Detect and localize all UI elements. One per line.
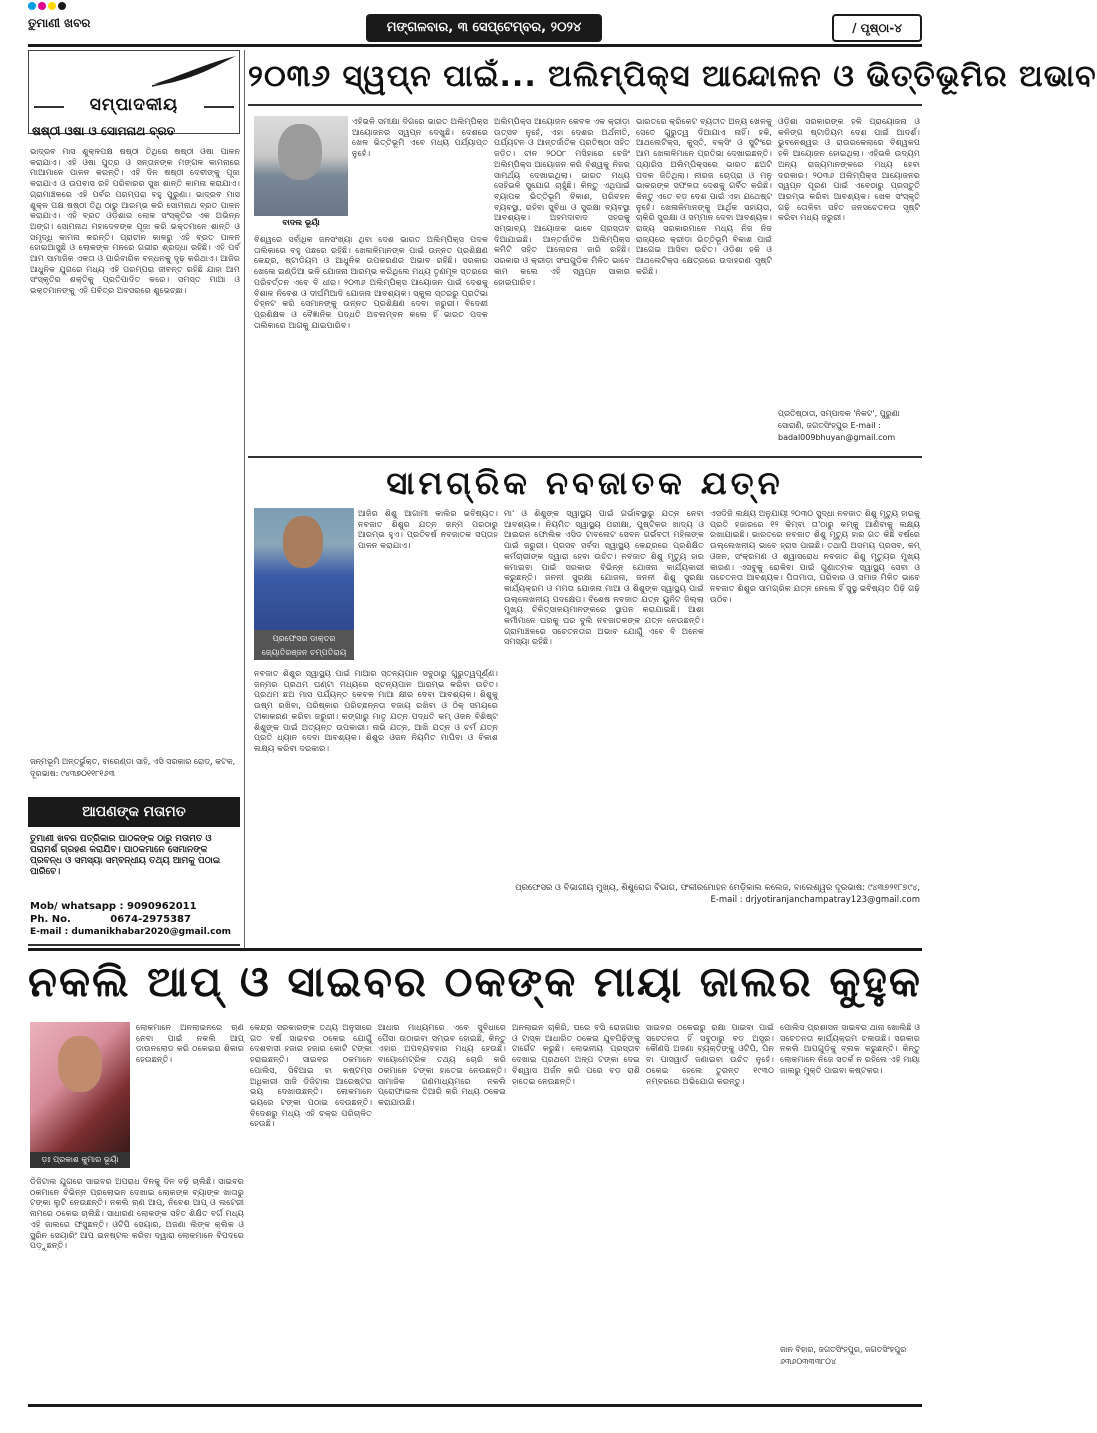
article3-headline: ନକଲି ଆପ୍ ଓ ସାଇବର ଠକଙ୍କ ମାୟା ଜାଲର କୁହୁକ: [28, 957, 922, 1006]
article1-headline: ୨୦୩୬ ସ୍ୱପ୍ନ ପାଇଁ... ଅଲିମ୍ପିକ୍ସ ଆନ୍ଦୋଳନ ଓ ଭିତ୍ତିଭୂମିର ଅଭାବ: [248, 59, 1097, 94]
article3-signature: ଜାନ ବିହାର, ଜଗତସିଂହପୁର, ଜଗତସିଂହପୁର ୬୩୬୦୩୩୩୮୦୪: [780, 1345, 907, 1366]
article2-caption-line2: ଜ୍ୟୋତିରଞ୍ଜନ ଚମ୍ପତିରାୟ: [261, 648, 347, 657]
quill-pen-icon: [150, 54, 238, 88]
article2-column-1b: ନବଜାତ ଶିଶୁର ସ୍ୱାସ୍ଥ୍ୟ ପାଇଁ ମାଆର ସ୍ତନ୍ୟପାନ ସବୁଠାରୁ ଗୁରୁତ୍ୱପୂର୍ଣ୍ଣ। ଜନ୍ମର ପ୍ରଥମ ଘଣ୍ଟା ମଧ୍ୟରେ ସ୍ତନ୍ୟପାନ ଆରମ୍ଭ କରିବା ଉଚିତ। ପ୍ରଥମ ଛଅ ମାସ ପର୍ଯ୍ୟନ୍ତ କେବଳ ମାଆ କ୍ଷୀର ଦେବା ଆବଶ୍ୟକ। ଶିଶୁକୁ ଉଷ୍ମ ରଖିବା, ପରିଷ୍କାର ପରିଚ୍ଛନ୍ନତା ବଜାୟ ରଖିବା ଓ ଠିକ୍ ସମୟରେ ଟୀକାକରଣ କରିବା ଜରୁରୀ। କଙ୍ଗାରୁ ମାତୃ ଯତ୍ନ ପଦ୍ଧତି କମ୍ ଓଜନ ବିଶିଷ୍ଟ ଶିଶୁଙ୍କ ପାଇଁ ଅତ୍ୟନ୍ତ ଉପକାରୀ। ନାଭି ଯତ୍ନ, ଆଖି ଯତ୍ନ ଓ ଚର୍ମ ଯତ୍ନ ପ୍ରତି ଧ୍ୟାନ ଦେବା ଆବଶ୍ୟକ। ଶିଶୁର ଓଜନ ନିୟମିତ ମାପିବା ଓ ବିକାଶ ଲକ୍ଷ୍ୟ କରିବା ଦରକାର।: [254, 668, 498, 753]
article2-top-rule: [248, 456, 922, 458]
article3-column-5: ସାଇବର ଠକେଇରୁ ରକ୍ଷା ପାଇବା ପାଇଁ ସଚେତନତା ହିଁ ସବୁଠାରୁ ବଡ଼ ଅସ୍ତ୍ର। କୌଣସି ଅଜଣା ବ୍ୟକ୍ତିଙ୍କୁ ଓଟିପି, ପିନ ବା ପାସୱାର୍ଡ ଜଣାଇବା ଉଚିତ ନୁହେଁ। ଠକେଇ ହେଲେ ତୁରନ୍ତ ୧୯୩୦ ନମ୍ବରରେ ଅଭିଯୋଗ କରନ୍ତୁ।: [646, 1022, 774, 1086]
page-number: / ପୃଷ୍ଠା-୪: [832, 14, 922, 42]
paper-name: ତୁମାଣୀ ଖବର: [28, 16, 91, 30]
article1-author-face: [278, 124, 322, 180]
article2-author-caption: [254, 630, 354, 660]
cmyk-dot-yellow: [48, 2, 56, 10]
article1-column-2: ଅଲିମ୍ପିକ୍ସ ଆୟୋଜନ କେବଳ ଏକ କ୍ରୀଡ଼ା ଉତ୍ସବ ନୁହେଁ, ଏହା ଦେଶର ଅର୍ଥନୀତି, ପର୍ଯ୍ୟଟନ ଓ ଆନ୍ତର୍ଜାତିକ ପ୍ରତିଷ୍ଠା ସହିତ ଜଡ଼ିତ। ଚୀନ ୨୦୦୮ ମସିହାରେ ବେଜିଂ ଅଲିମ୍ପିକ୍ସ ଆୟୋଜନ କରି ବିଶ୍ୱକୁ ନିଜର ସାମର୍ଥ୍ୟ ଦେଖାଇଥିଲା। ଭାରତ ମଧ୍ୟ ସେହିଭଳି ସୁଯୋଗ ଚାହୁଁଛି। କିନ୍ତୁ ଏଥିପାଇଁ ବ୍ୟାପକ ଭିତ୍ତିଭୂମି ବିକାଶ, ପରିବହନ ବ୍ୟବସ୍ଥା, ରହିବା ସୁବିଧା ଓ ସୁରକ୍ଷା ବ୍ୟବସ୍ଥା ଆବଶ୍ୟକ। ଅହମଦାବାଦ ସହରକୁ ସମ୍ଭାବ୍ୟ ଆୟୋଜକ ଭାବେ ପ୍ରସ୍ତାବ ଦିଆଯାଇଛି। ଆନ୍ତର୍ଜାତିକ ଅଲିମ୍ପିକ୍ସ କମିଟି ସହିତ ଆଲୋଚନା ଜାରି ରହିଛି। ସରକାର ଓ କ୍ରୀଡ଼ା ସଂଘଗୁଡ଼ିକ ମିଳିତ ଭାବେ କାମ କଲେ ଏହି ସ୍ୱପ୍ନ ସାକାର ହୋଇପାରିବ।: [494, 116, 630, 287]
phone-label: Ph. No.: [30, 914, 71, 925]
mobile-label: Mob/ whatsapp :: [30, 901, 124, 912]
article2-caption-line1: ପ୍ରଫେସର ଡାକ୍ତର: [272, 634, 336, 643]
article1-column-1: ଏହିଭଳି ସମୀକ୍ଷା ଦିଗରେ ଭାରତ ଅଲିମ୍ପିକ୍ସ ଆୟୋଜନର ସ୍ୱପ୍ନ ଦେଖୁଛି। ଦେଶରେ ଖେଳ ଭିତ୍ତିଭୂମି ଏବେ ମଧ୍ୟ ପର୍ଯ୍ୟାପ୍ତ ନୁହେଁ।: [352, 116, 488, 159]
article1-column-3: ଭାରତରେ କ୍ରିକେଟ ବ୍ୟତୀତ ଅନ୍ୟ ଖେଳକୁ ସେତେ ଗୁରୁତ୍ୱ ଦିଆଯାଏ ନାହିଁ। ହକି, ଆଥଲେଟିକ୍ସ, କୁସ୍ତି, ବକ୍ସିଂ ଓ ସୁଟିଂରେ ଆମ ଖେଳାଳିମାନେ ପ୍ରତିଭା ଦେଖାଇଛନ୍ତି। ପ୍ୟାରିସ ଅଲିମ୍ପିକ୍ସରେ ଭାରତ ଛଅଟି ପଦକ ଜିତିଥିଲା। ନୀରଜ ଚୋପ୍ରା ଓ ମନୁ ଭାକରଙ୍କ ସଫଳତା ଦେଶକୁ ଗର୍ବିତ କରିଛି। କିନ୍ତୁ ଏତେ ବଡ଼ ଦେଶ ପାଇଁ ଏହା ଯଥେଷ୍ଟ ନୁହେଁ। ଖେଳାଳିମାନଙ୍କୁ ଆର୍ଥିକ ସହାୟତା, ଚାକିରି ସୁରକ୍ଷା ଓ ସମ୍ମାନ ଦେବା ଆବଶ୍ୟକ। ରାଜ୍ୟ ସରକାରମାନେ ମଧ୍ୟ ନିଜ ନିଜ ରାଜ୍ୟରେ କ୍ରୀଡ଼ା ଭିତ୍ତିଭୂମି ବିକାଶ ପାଇଁ ଆଗେଇ ଆସିବା ଉଚିତ। ଓଡ଼ିଶା ହକି ଓ ଆଥଲେଟିକ୍ସ କ୍ଷେତ୍ରରେ ଉଦାହରଣ ସୃଷ୍ଟି କରିଛି।: [636, 116, 772, 276]
header-date: ମଙ୍ଗଳବାର, ୩ ସେପ୍ଟେମ୍ବର, ୨୦୨୪: [366, 14, 602, 42]
section-rule: [28, 948, 922, 951]
cmyk-dot-black: [58, 2, 66, 10]
editorial-title-rule-right: [204, 106, 234, 108]
article2-column-2: ମା' ଓ ଶିଶୁଙ୍କ ସ୍ୱାସ୍ଥ୍ୟ ପାଇଁ ଗର୍ଭାବସ୍ଥାରୁ ଯତ୍ନ ନେବା ଆବଶ୍ୟକ। ନିୟମିତ ସ୍ୱାସ୍ଥ୍ୟ ପରୀକ୍ଷା, ପୁଷ୍ଟିକର ଖାଦ୍ୟ ଓ ଆଇରନ ଫୋଲିକ ଏସିଡ ଟାବଲେଟ ସେବନ ଗର୍ଭବତୀ ମହିଳାଙ୍କ ପାଇଁ ଜରୁରୀ। ପ୍ରସବ ସର୍ବଦା ସ୍ୱାସ୍ଥ୍ୟ କେନ୍ଦ୍ରରେ ପ୍ରଶିକ୍ଷିତ କର୍ମଚାରୀଙ୍କ ଦ୍ୱାରା ହେବା ଉଚିତ। ନବଜାତ ଶିଶୁ ମୃତ୍ୟୁ ହାର କମାଇବା ପାଇଁ ସରକାର ବିଭିନ୍ନ ଯୋଜନା କାର୍ଯ୍ୟକାରୀ କରୁଛନ୍ତି। ଜନନୀ ସୁରକ୍ଷା ଯୋଜନା, ଜନନୀ ଶିଶୁ ସୁରକ୍ଷା କାର୍ଯ୍ୟକ୍ରମ ଓ ମମତା ଯୋଜନା ମାଆ ଓ ଶିଶୁଙ୍କ ସ୍ୱାସ୍ଥ୍ୟ ପାଇଁ ଉଲ୍ଲେଖନୀୟ ପଦକ୍ଷେପ। ବିଶେଷ ନବଜାତ ଯତ୍ନ ୟୁନିଟ ଜିଲ୍ଲା ମୁଖ୍ୟ ଚିକିତ୍ସାଳୟମାନଙ୍କରେ ସ୍ଥାପନ କରାଯାଇଛି। ଆଶା କର୍ମୀମାନେ ଘରକୁ ଘର ବୁଲି ନବଜାତକଙ୍କ ଯତ୍ନ ନେଉଛନ୍ତି। ଗ୍ରାମାଞ୍ଚଳରେ ସଚେତନତାର ଅଭାବ ଯୋଗୁଁ ଏବେ ବି ଅନେକ ସମସ୍ୟା ରହିଛି।: [504, 508, 704, 647]
article3-author: ଡ଼ଃ ପ୍ରକାଶ କୁମାର ଭୂୟାଁ: [30, 1152, 130, 1168]
editorial-title: ଷଷ୍ଠୀ ଓଷା ଓ ସୋମନାଥ ବ୍ରତ: [32, 124, 176, 138]
article3-column-1: ଲୋକମାନେ ଅନଲାଇନରେ ଋଣ ନେବା ପାଇଁ ନକଲି ଆପ୍ ଡାଉନଲୋଡ କରି ଠକେଇର ଶିକାର ହେଉଛନ୍ତି।: [136, 1022, 244, 1065]
article3-author-face: [58, 1036, 102, 1092]
opinion-body: ତୁମାଣୀ ଖବର ପତ୍ରିକାର ପାଠକଙ୍କ ଠାରୁ ମତାମତ ଓ ପରାମର୍ଶ ଗ୍ରହଣ କରାଯିବ। ପାଠକମାନେ ସେମାନଙ୍କ ପ୍ରବନ୍ଧ ଓ ସମସ୍ୟା ସମ୍ବନ୍ଧୀୟ ତଥ୍ୟ ଆମକୁ ପଠାଇ ପାରିବେ।: [30, 834, 221, 877]
article1-author: ବାଦଲ ଭୂୟାଁ: [254, 216, 348, 230]
article3-column-3: ଆଧାର ମାଧ୍ୟମରେ ଏବେ ସୁବିଧାରେ ପୈସା ଉଠାଇବା ସମ୍ଭବ ହୋଇଛି, କିନ୍ତୁ ଏହାର ଅପବ୍ୟବହାର ମଧ୍ୟ ହେଉଛି। ବାୟୋମେଟ୍ରିକ ତଥ୍ୟ ଚୋରି କରି ଠକମାନେ ଟଙ୍କା ହାତେଇ ନେଉଛନ୍ତି। ସାମାଜିକ ଗଣମାଧ୍ୟମରେ ନକଲି ପ୍ରୋଫାଇଲ ତିଆରି କରି ମଧ୍ୟ ଠକେଇ କରାଯାଉଛି।: [378, 1022, 506, 1107]
opinion-contact: [30, 900, 240, 939]
article2-author-face: [283, 516, 323, 568]
phone-number[interactable]: 0674-2975387: [110, 914, 191, 925]
column-divider: [244, 50, 245, 948]
phone-row: [30, 913, 240, 926]
header-rule: [28, 44, 922, 47]
bottom-rule: [28, 1404, 922, 1407]
editorial-signature: ଜନ୍ମଭୂମି ଅନ୍ତର୍ଭୁକ୍ତ, ବାରେଣ୍ଡା ସାହି, ଏସି ସରକାର ରୋଡ୍, କଟକ, ଦୂରଭାଷ: ୯୪୩୭୦୧୧୮୧୬୩: [30, 757, 236, 778]
article1-column-1b: ବିଶ୍ୱରେ ସର୍ବାଧିକ ଜନସଂଖ୍ୟା ଥିବା ଦେଶ ଭାରତ ଅଲିମ୍ପିକ୍ସ ପଦକ ତାଲିକାରେ ବହୁ ପଛରେ ରହିଛି। ଖେଳାଳିମାନଙ୍କ ପାଇଁ ଉନ୍ନତ ପ୍ରଶିକ୍ଷଣ କେନ୍ଦ୍ର, ଷ୍ଟାଡିୟମ ଓ ଆଧୁନିକ ଉପକରଣର ଅଭାବ ରହିଛି। ସରକାର ଖେଳୋ ଇଣ୍ଡିଆ ଭଳି ଯୋଜନା ଆରମ୍ଭ କରିଥିଲେ ମଧ୍ୟ ତୃଣମୂଳ ସ୍ତରରେ ପରିବର୍ତ୍ତନ ଏବେ ବି ଧୀର। ୨୦୩୬ ଅଲିମ୍ପିକ୍ସ ଆୟୋଜନ ପାଇଁ ଦେଶକୁ ବିଶାଳ ନିବେଶ ଓ ଦୀର୍ଘମିଆଦି ଯୋଜନା ଆବଶ୍ୟକ। ସ୍କୁଲ ସ୍ତରରୁ ପ୍ରତିଭା ଚିହ୍ନଟ କରି ସେମାନଙ୍କୁ ଉନ୍ନତ ପ୍ରଶିକ୍ଷଣ ଦେବା ଜରୁରୀ। ବିଦେଶୀ ପ୍ରଶିକ୍ଷକ ଓ ବୈଜ୍ଞାନିକ ପଦ୍ଧତି ଅବଲମ୍ବନ କଲେ ହିଁ ଭାରତ ପଦକ ତାଲିକାରେ ଆଗକୁ ଯାଇପାରିବ।: [254, 234, 488, 330]
mobile-row: [30, 900, 240, 913]
email-address[interactable]: dumanikhabar2020@gmail.com: [71, 927, 232, 937]
article2-column-3: ଏସଡିଜି ଲକ୍ଷ୍ୟ ଅନୁଯାୟୀ ୨୦୩୦ ସୁଦ୍ଧା ନବଜାତ ଶିଶୁ ମୃତ୍ୟୁ ହାରକୁ ପ୍ରତି ହଜାରରେ ୧୨ କିମ୍ବା ତା'ଠାରୁ କମ୍‌କୁ ଆଣିବାକୁ ଲକ୍ଷ୍ୟ ରଖାଯାଇଛି। ଭାରତରେ ନବଜାତ ଶିଶୁ ମୃତ୍ୟୁ ହାର ଗତ କିଛି ବର୍ଷରେ ଉଲ୍ଲେଖନୀୟ ଭାବେ ହ୍ରାସ ପାଇଛି। ତଥାପି ଅସମୟ ପ୍ରସବ, କମ୍ ଓଜନ, ସଂକ୍ରମଣ ଓ ଶ୍ୱାସରୋଧ ନବଜାତ ଶିଶୁ ମୃତ୍ୟୁର ମୁଖ୍ୟ କାରଣ। ଏସବୁକୁ ରୋକିବା ପାଇଁ ଗୁଣାତ୍ମକ ସ୍ୱାସ୍ଥ୍ୟ ସେବା ଓ ସଚେତନତା ଆବଶ୍ୟକ। ପିତାମାତା, ପରିବାର ଓ ସମାଜ ମିଳିତ ଭାବେ ନବଜାତ ଶିଶୁର ସାମଗ୍ରିକ ଯତ୍ନ ନେଲେ ହିଁ ସୁସ୍ଥ ଭବିଷ୍ୟତ ପିଢ଼ି ଗଢ଼ି ଉଠିବ।: [710, 508, 920, 604]
editorial-body: ଭାଦ୍ରବ ମାସ ଶୁକ୍ଳପକ୍ଷ ଷଷ୍ଠୀ ତିଥିରେ ଷଷ୍ଠୀ ଓଷା ପାଳନ କରାଯାଏ। ଏହି ଓଷା ପୁତ୍ର ଓ ସନ୍ତାନଙ୍କ ମଙ୍ଗଳ କାମନାରେ ମାଆମାନେ ପାଳନ କରନ୍ତି। ଏହି ଦିନ ଷଷ୍ଠୀ ଦେବୀଙ୍କୁ ପୂଜା କରାଯାଏ ଓ ଉପବାସ ରହି ପରିବାରର ସୁଖ ଶାନ୍ତି କାମନା କରାଯାଏ। ଗ୍ରାମାଞ୍ଚଳରେ ଏହି ପର୍ବର ପରମ୍ପରା ବହୁ ପୁରୁଣା। ଭାଦ୍ରବ ମାସ ଶୁକ୍ଳ ପକ୍ଷ ଷଷ୍ଠୀ ତିଥି ଠାରୁ ଆରମ୍ଭ କରି ସୋମନାଥ ବ୍ରତ ପାଳନ କରାଯାଏ। ଏହି ବ୍ରତ ଓଡ଼ିଶାର ଲୋକ ସଂସ୍କୃତିର ଏକ ଅଭିନ୍ନ ଅଙ୍ଗ। ସୋମନାଥ ମହାଦେବଙ୍କ ପୂଜା କରି ଭକ୍ତମାନେ ଶାନ୍ତି ଓ ସମୃଦ୍ଧି କାମନା କରନ୍ତି। ପ୍ରାଚୀନ କାଳରୁ ଏହି ବ୍ରତ ପାଳନ ହୋଇଆସୁଛି ଓ ଲୋକଙ୍କ ମନରେ ଗଭୀର ଶ୍ରଦ୍ଧା ରହିଛି। ଏହି ପର୍ବ ଆମ ସାମାଜିକ ଏକତା ଓ ପାରିବାରିକ ବନ୍ଧନକୁ ଦୃଢ଼ କରିଥାଏ। ଆଜିର ଆଧୁନିକ ଯୁଗରେ ମଧ୍ୟ ଏହି ପରମ୍ପରା ଜୀବନ୍ତ ରହିଛି ଯାହା ଆମ ସଂସ୍କୃତିର ଶକ୍ତିକୁ ପ୍ରତିପାଦିତ କରେ। ସମସ୍ତ ମାଆ ଓ ଭକ୍ତମାନଙ୍କୁ ଏହି ପବିତ୍ର ଅବସରରେ ଶୁଭେଚ୍ଛା।: [30, 146, 240, 296]
article2-headline: ସାମଗ୍ରିକ ନବଜାତକ ଯତ୍ନ: [386, 464, 784, 502]
article3-column-4: ଅନଲାଇନ ଚାକିରି, ଘରେ ବସି ରୋଜଗାର ଓ ଟାସ୍କ ଆଧାରିତ ଠକେଇ ଯୁବପିଢ଼ିଙ୍କୁ ଟାର୍ଗେଟ କରୁଛି। ଲୋଭନୀୟ ପ୍ରସ୍ତାବ ଦେଖାଇ ପ୍ରଥମେ ଅଳ୍ପ ଟଙ୍କା ଦେଇ ବିଶ୍ୱାସ ଅର୍ଜନ କରି ପରେ ବଡ଼ ରାଶି ହାତେଇ ନେଉଛନ୍ତି।: [512, 1022, 640, 1086]
mobile-number[interactable]: 9090962011: [126, 901, 197, 912]
email-label: E-mail :: [30, 927, 69, 937]
article2-column-1: ଆଜିର ଶିଶୁ ଆଗାମୀ କାଲିର ଭବିଷ୍ୟତ। ନବଜାତ ଶିଶୁର ଯତ୍ନ ଜନ୍ମ ପରଠାରୁ ଆରମ୍ଭ ହୁଏ। ପ୍ରତିବର୍ଷ ନବଜାତକ ସପ୍ତାହ ପାଳନ କରାଯାଏ।: [358, 508, 498, 551]
email-row: [30, 926, 240, 939]
article3-column-6: ପୋଲିସ ପ୍ରଶାସନ ସାଇବର ଥାନା ଖୋଲିଛି ଓ ସଚେତନତା କାର୍ଯ୍ୟକ୍ରମ ଚଳାଉଛି। ସରକାର ନକଲି ଆପଗୁଡ଼ିକୁ ବ୍ଲକ କରୁଛନ୍ତି। କିନ୍ତୁ ଲୋକମାନେ ନିଜେ ସତର୍କ ନ ରହିଲେ ଏହି ମାୟା ଜାଲରୁ ମୁକ୍ତି ପାଇବା କଷ୍ଟକର।: [780, 1022, 920, 1075]
cmyk-marks: [28, 2, 66, 10]
article1-signature: ପ୍ରତିଷ୍ଠାତା, ସମ୍ପାଦକ 'ନିକଟ', ପୁରୁଣା ସୋରାଣି, ଜଗତସିଂହପୁର E-mail : badal009bhuyan@gmail.com: [778, 409, 900, 442]
article3-column-2: କେନ୍ଦ୍ର ସରକାରଙ୍କ ତଥ୍ୟ ଅନୁସାରେ ଗତ ବର୍ଷ ସାଇବର ଠକେଇ ଯୋଗୁଁ ଦେଶବାସୀ ହଜାର ହଜାର କୋଟି ଟଙ୍କା ହରାଇଛନ୍ତି। ସାଇବର ଠକମାନେ ପୋଲିସ, ସିବିଆଇ ବା କଷ୍ଟମ୍ସ ଅଧିକାରୀ ସାଜି ଡିଜିଟାଲ ଆରେଷ୍ଟର ଭୟ ଦେଖାଉଛନ୍ତି। ଲୋକମାନେ ଭୟରେ ଟଙ୍କା ପଠାଇ ଦେଉଛନ୍ତି। ବିଦେଶରୁ ମଧ୍ୟ ଏହି ଚକ୍ର ପରିଚାଳିତ ହେଉଛି।: [250, 1022, 372, 1129]
editorial-section-title: ସମ୍ପାଦକୀୟ: [89, 95, 179, 115]
opinion-title: ଆପଣଙ୍କ ମତାମତ: [28, 797, 240, 827]
article1-column-4: ଓଡ଼ିଶା ସରକାରଙ୍କ ହକି ପ୍ରାୟୋଜନା ଓ କଳିଙ୍ଗ ଷ୍ଟାଡିୟମ ଦେଶ ପାଇଁ ଆଦର୍ଶ। ଭୁବନେଶ୍ୱର ଓ ରାଉରକେଲାରେ ବିଶ୍ୱକପ ହକି ଆୟୋଜନ ହୋଇଥିଲା। ଏହିଭଳି ଉଦ୍ୟମ ଅନ୍ୟ ରାଜ୍ୟମାନଙ୍କରେ ମଧ୍ୟ ହେବା ଦରକାର। ୨୦୩୬ ଅଲିମ୍ପିକ୍ସ ଆୟୋଜନର ସ୍ୱପ୍ନ ପୂରଣ ପାଇଁ ଏବେଠାରୁ ପ୍ରସ୍ତୁତି ଆରମ୍ଭ କରିବା ଆବଶ୍ୟକ। ଖେଳ ସଂସ୍କୃତି ଗଢ଼ି ତୋଳିବା ସହିତ ଜନସଚେତନତା ସୃଷ୍ଟି କରିବା ମଧ୍ୟ ଜରୁରୀ।: [778, 116, 920, 223]
article3-column-1b: ଡିଜିଟାଲ ଯୁଗରେ ସାଇବର ଅପରାଧ ଦିନକୁ ଦିନ ବଢ଼ି ଚାଲିଛି। ସାଇବର ଠକମାନେ ବିଭିନ୍ନ ପ୍ରଲୋଭନ ଦେଖାଇ ଲୋକଙ୍କ ବ୍ୟାଙ୍କ ଖାତାରୁ ଟଙ୍କା ଲୁଟି ନେଉଛନ୍ତି। ନକଲି ଋଣ ଆପ୍, ନିବେଶ ଆପ୍ ଓ ଲଟେରୀ ନାମରେ ଠକେଇ ଚାଲିଛି। ସାଧାରଣ ଲୋକଙ୍କ ସହିତ ଶିକ୍ଷିତ ବର୍ଗ ମଧ୍ୟ ଏହି ଜାଲରେ ଫସୁଛନ୍ତି। ଓଟିପି ସେୟାର, ଅଜଣା ଲିଙ୍କ କ୍ଲିକ ଓ ସ୍କ୍ରିନ ସେୟାରିଂ ଆପ ଇନଷ୍ଟଲ କରିବା ଦ୍ୱାରା ଲୋକମାନେ ବିପଦରେ ପଡ଼ୁଛନ୍ତି।: [30, 1176, 244, 1251]
opinion-rule: [28, 944, 240, 946]
article2-signature: ପ୍ରଫେସର ଓ ବିଭାଗୀୟ ମୁଖ୍ୟ, ଶିଶୁରୋଗ ବିଭାଗ, ଫକୀରମୋହନ ମେଡ଼ିକାଲ କଲେଜ, ବାଲେଶ୍ୱର ଦୂରଭାଷ: ୯୪୩୭୨୧୮୭୯୪, E-mail : drjyotiranjanchampatray123@gmail.com: [515, 883, 920, 905]
cmyk-dot-magenta: [38, 2, 46, 10]
article1-rule: [248, 104, 922, 106]
cmyk-dot-cyan: [28, 2, 36, 10]
